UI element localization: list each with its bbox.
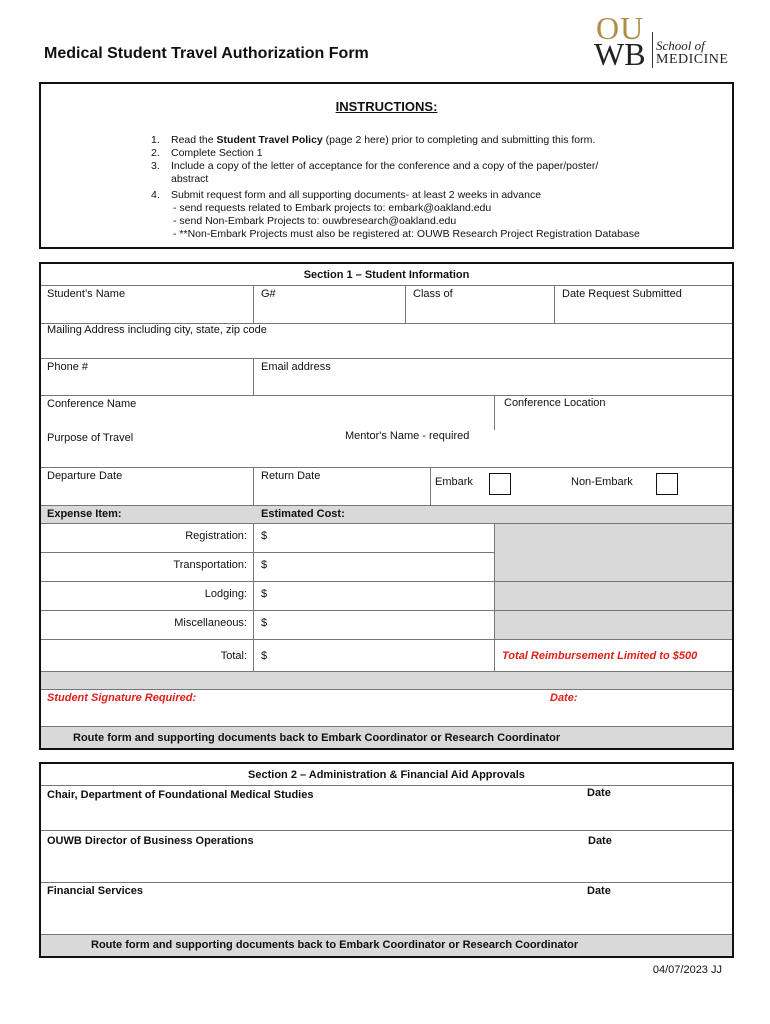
embark-checkbox[interactable] xyxy=(489,473,511,495)
signature-date-label[interactable]: Date: xyxy=(550,692,578,704)
mentor-name-label[interactable]: Mentor's Name - required xyxy=(345,430,470,442)
business-operations-approval-date[interactable]: Date xyxy=(588,835,612,847)
transportation-label: Transportation: xyxy=(173,559,247,571)
instruction-sub-item: - **Non-Embark Projects must also be registered at: OUWB Research Project Registration Database xyxy=(173,228,640,240)
instruction-number: 4. xyxy=(151,189,160,201)
instruction-text: Submit request form and all supporting documents- at least 2 weeks in advance xyxy=(171,189,542,201)
instruction-number: 2. xyxy=(151,147,160,159)
student-name-label[interactable]: Student’s Name xyxy=(47,288,126,300)
g-number-label[interactable]: G# xyxy=(261,288,276,300)
student-signature-label[interactable]: Student Signature Required: xyxy=(47,692,197,704)
business-operations-approval-label[interactable]: OUWB Director of Business Operations xyxy=(47,835,254,847)
instructions-box xyxy=(39,82,734,249)
lodging-cost-input[interactable]: $ xyxy=(261,588,268,600)
logo-school-of: School of xyxy=(656,38,705,53)
conference-location-label[interactable]: Conference Location xyxy=(504,397,606,409)
purpose-of-travel-label[interactable]: Purpose of Travel xyxy=(47,432,134,444)
embark-label: Embark xyxy=(435,476,473,488)
registration-cost-input[interactable]: $ xyxy=(261,530,268,542)
non-embark-label: Non-Embark xyxy=(571,476,633,488)
instruction-item xyxy=(151,134,711,147)
instruction-sub-item: - send Non-Embark Projects to: ouwbresearch@oakland.edu xyxy=(173,215,457,227)
non-embark-checkbox[interactable] xyxy=(656,473,678,495)
logo-ou: OU xyxy=(596,10,645,46)
instruction-item xyxy=(151,147,711,160)
instructions-list xyxy=(151,134,711,241)
instruction-text: Complete Section 1 xyxy=(171,147,263,159)
chair-approval-label[interactable]: Chair, Department of Foundational Medical Studies xyxy=(47,789,314,801)
total-cost-input[interactable]: $ xyxy=(261,650,268,662)
instruction-text: abstract xyxy=(171,173,209,185)
departure-date-label[interactable]: Departure Date xyxy=(47,470,123,482)
logo-divider xyxy=(652,32,653,68)
expense-item-header: Expense Item: xyxy=(47,508,122,520)
miscellaneous-cost-input[interactable]: $ xyxy=(261,617,268,629)
lodging-label: Lodging: xyxy=(204,588,247,600)
instruction-item xyxy=(151,189,711,241)
logo-wb: WB xyxy=(594,36,646,72)
financial-services-approval-date[interactable]: Date xyxy=(587,885,611,897)
page-title: Medical Student Travel Authorization Form xyxy=(44,45,369,62)
instructions-heading: INSTRUCTIONS: xyxy=(335,99,438,114)
student-travel-policy-text: Student Travel Policy xyxy=(216,134,323,146)
estimated-cost-header: Estimated Cost: xyxy=(261,508,345,520)
ouwb-logo xyxy=(592,12,742,70)
total-label: Total: xyxy=(220,650,247,662)
instruction-number: 1. xyxy=(151,134,160,146)
section-1-student-information xyxy=(39,262,734,750)
route-instructions: Route form and supporting documents back to Embark Coordinator or Research Coordinator xyxy=(73,732,561,744)
section-2-approvals xyxy=(39,762,734,958)
class-of-label[interactable]: Class of xyxy=(413,288,453,300)
conference-name-label[interactable]: Conference Name xyxy=(47,398,137,410)
instruction-item xyxy=(151,160,711,186)
logo-medicine: MEDICINE xyxy=(656,52,729,67)
miscellaneous-label: Miscellaneous: xyxy=(174,617,247,629)
instruction-text: Read the xyxy=(171,134,217,146)
instruction-text: (page 2 here) prior to completing and submitting this form. xyxy=(322,134,596,146)
section-1-header: Section 1 – Student Information xyxy=(303,269,470,281)
instruction-number: 3. xyxy=(151,160,160,172)
spacer-shade xyxy=(41,672,732,689)
phone-label[interactable]: Phone # xyxy=(47,361,88,373)
mailing-address-label[interactable]: Mailing Address including city, state, zip code xyxy=(47,324,267,336)
instruction-text: Include a copy of the letter of acceptance for the conference and a copy of the paper/poster/ xyxy=(171,160,599,172)
route-instructions: Route form and supporting documents back to Embark Coordinator or Research Coordinator xyxy=(91,939,579,951)
section-2-header: Section 2 – Administration & Financial Aid Approvals xyxy=(248,769,525,781)
instruction-sub-item: - send requests related to Embark projects to: embark@oakland.edu xyxy=(173,202,492,214)
reimbursement-limit-note: Total Reimbursement Limited to $500 xyxy=(502,650,698,662)
expense-header-shade xyxy=(41,506,732,523)
financial-services-approval-label[interactable]: Financial Services xyxy=(47,885,143,897)
registration-label: Registration: xyxy=(185,530,247,542)
return-date-label[interactable]: Return Date xyxy=(261,470,321,482)
revision-date: 04/07/2023 JJ xyxy=(652,964,722,976)
email-address-label[interactable]: Email address xyxy=(261,361,331,373)
date-request-submitted-label[interactable]: Date Request Submitted xyxy=(562,288,682,300)
chair-approval-date[interactable]: Date xyxy=(587,787,611,799)
transportation-cost-input[interactable]: $ xyxy=(261,559,268,571)
